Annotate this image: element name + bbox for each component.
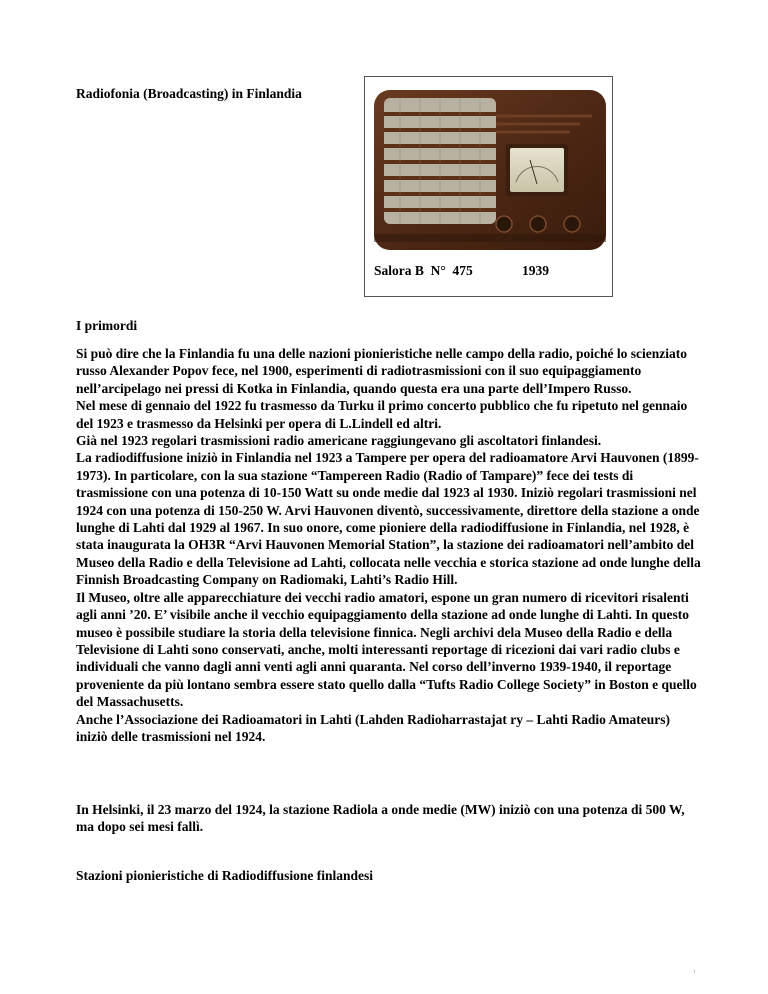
paragraph: La radiodiffusione iniziò in Finlandia nel 1923 a Tampere per opera del radioamatore Arvi Hauvonen (1899-1973). In particolare, con la sua stazione “Tampereen Radio (Radio of Tampare)” fece dei tests di trasmissione con una potenza di 10-150 Watt su onde medie dal 1923 al 1930. Iniziò regolari trasmissioni nel 1924 con una potenza di 150-250 W. Arvi Hauvonen diventò, successivamente, direttore della stazione a onde lunghe di Lahti dal 1929 al 1967. In suo onore, come pioniere della radiodiffusione in Finlandia, nel 1928, è stata inaugurata la OH3R “Arvi Hauvonen Memorial Station”, la stazione dei radioamatori nell’ambito del Museo della Radio e della Televisione ad Lahti, collocata nelle vecchia e storica stazione ad onde lunghe della Finnish Broadcasting Company on Radiomaki, Lahti’s Radio Hill. <box>76 450 701 588</box>
paragraph-helsinki: In Helsinki, il 23 marzo del 1924, la stazione Radiola a onde medie (MW) iniziò con una potenza di 500 W, ma dopo sei mesi fallì. <box>76 802 685 835</box>
paragraph: Si può dire che la Finlandia fu una delle nazioni pionieristiche nelle campo della radio, poiché lo scienziato russo Alexander Popov fece, nel 1900, esperimenti di radiotrasmissioni con il suo equipaggiamento nell’arcipelago nei pressi di Kotka in Finlandia, quando questa era una parte dell’Impero Russo. <box>76 346 688 396</box>
main-body <box>76 345 701 745</box>
figure-caption: Salora B N° 475 <box>374 263 473 278</box>
figure-year: 1939 <box>522 263 549 278</box>
paragraph: Nel mese di gennaio del 1922 fu trasmesso da Turku il primo concerto pubblico che fu ripetuto nel gennaio del 1923 e trasmesso da Helsinki per opera di L.Lindell ed altri. <box>76 398 688 431</box>
paragraph: Già nel 1923 regolari trasmissioni radio americane raggiungevano gli ascoltatori finlandesi. <box>76 433 602 449</box>
document-title: Radiofonia (Broadcasting) in Finlandia <box>76 86 302 101</box>
page-number: 1 <box>693 970 696 975</box>
vintage-radio-photo <box>370 86 610 252</box>
paragraph: Il Museo, oltre alle apparecchiature dei vecchi radio amatori, espone un gran numero di ricevitori risalenti agli anni ’20. E’ visibile anche il vecchio equipaggiamento della stazione ad onde lunghe di Lahti. In questo museo è possibile studiare la storia della televisione finnica. Negli archivi dela Museo della Radio e della Televisione di Lahti sono conservati, anche, molti interessanti reportage di ricezioni dai vari radio clubs e individuali che vanno dagli anni venti agli anni quaranta. Nel corso dell’inverno 1939-1940, il reportage proveniente da più lontano sembra essere stato quello dalla “Tufts Radio College Society” in Boston e quello del Massachusetts. <box>76 589 697 710</box>
paragraph: Anche l’Associazione dei Radioamatori in Lahti (Lahden Radioharrastajat ry – Lahti Radio Amateurs) iniziò delle trasmissioni nel 1924. <box>76 711 670 744</box>
section-heading-primordi: I primordi <box>76 318 138 333</box>
section-heading-stazioni: Stazioni pionieristiche di Radiodiffusione finlandesi <box>76 868 374 883</box>
